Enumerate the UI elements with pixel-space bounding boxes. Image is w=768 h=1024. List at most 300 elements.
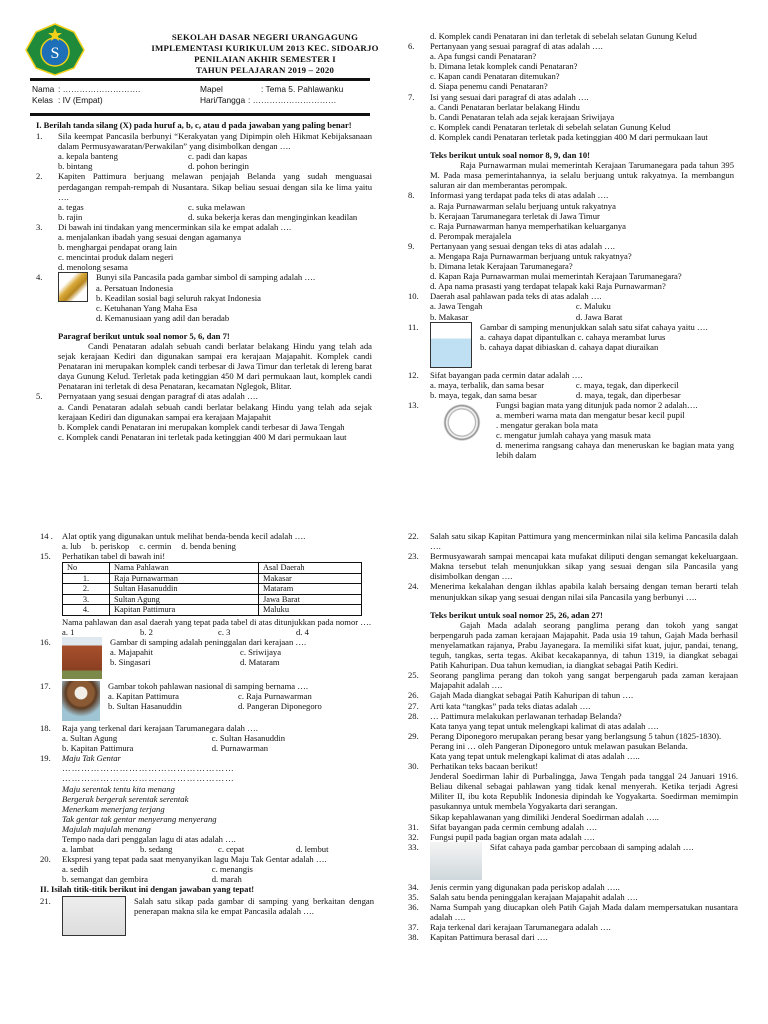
answer-options xyxy=(110,647,374,667)
answer-option[interactable]: b. Kerajaan Tarumanegara terletak di Jawa Timur xyxy=(430,210,600,221)
answer-option[interactable]: c. suka melawan xyxy=(188,201,246,212)
answer-option[interactable]: c. menangis xyxy=(211,864,253,875)
answer-option[interactable]: c. Raja Purnawarman xyxy=(238,691,312,702)
question-body xyxy=(62,723,374,753)
table-row xyxy=(63,584,362,595)
classroom-image xyxy=(62,896,126,936)
question-number: 18. xyxy=(40,722,51,733)
heroes-table xyxy=(62,562,362,616)
answer-options xyxy=(430,201,734,241)
question-body xyxy=(430,370,734,400)
mapel-label: Mapel xyxy=(200,84,223,94)
divider xyxy=(30,113,370,116)
question-body xyxy=(430,690,738,700)
question-text: Fungsi pupil pada bagian organ mata adalah …. xyxy=(430,831,595,842)
answer-option[interactable]: d. menolong sesama xyxy=(58,262,128,273)
question-number: 27. xyxy=(408,700,419,711)
question-number: 38. xyxy=(408,932,419,943)
question-text: Gambar di samping adalah peninggalan dari kerajaan …. xyxy=(110,636,307,647)
answer-option[interactable]: c. cermin xyxy=(139,541,172,552)
question-number: 29. xyxy=(408,730,419,741)
answer-option[interactable]: d. benda bening xyxy=(181,541,236,552)
answer-option[interactable]: a. Apa fungsi candi Penataran? xyxy=(430,51,537,62)
question-19 xyxy=(40,753,374,854)
question-body xyxy=(430,322,734,370)
answer-option[interactable]: d. maya, tegak, dan diperbesar xyxy=(575,389,681,400)
answer-option[interactable]: b. semangat dan gembira xyxy=(62,874,148,885)
table-cell: Mataram xyxy=(259,584,362,595)
table-cell: Jawa Barat xyxy=(259,594,362,605)
question-number: 17. xyxy=(40,680,51,691)
table-cell: 2. xyxy=(63,584,110,595)
question-37 xyxy=(408,922,738,932)
question-body xyxy=(58,171,372,221)
answer-option[interactable]: a. maya, terbalik, dan sama besar xyxy=(430,379,545,390)
answer-option[interactable]: c. mencintai produk dalam negeri xyxy=(58,252,174,263)
answer-option[interactable]: d. lembut xyxy=(296,844,329,855)
answer-option[interactable]: c. Kapan candi Penataran ditemukan? xyxy=(430,71,560,82)
question-24 xyxy=(408,581,738,601)
answer-option[interactable]: a. Sultan Agung xyxy=(62,733,118,744)
reading-passage xyxy=(430,150,734,190)
question-text: Raja yang terkenal dari kerajaan Tarumanegara dalah …. xyxy=(62,722,258,733)
answer-options xyxy=(96,283,372,323)
question-body xyxy=(62,753,374,854)
answer-option[interactable]: d. marah xyxy=(211,874,242,885)
answer-option[interactable]: b. cahaya dapat dibiaskan d. cahaya dapat diuraikan xyxy=(480,341,659,352)
question-text: Perhatikan teks bacaan berikut! xyxy=(430,761,539,772)
table-row xyxy=(63,594,362,605)
question-body xyxy=(62,854,374,884)
answer-option[interactable]: a. lub xyxy=(62,541,82,552)
answer-option[interactable]: c. Ketuhanan Yang Maha Esa xyxy=(96,302,198,313)
answer-options xyxy=(480,332,734,352)
question-number: 28. xyxy=(408,710,419,721)
question-body xyxy=(62,637,374,681)
table-cell: Raja Purnawarman xyxy=(110,573,259,584)
question-text: Informasi yang terdapat pada teks di atas adalah …. xyxy=(430,190,609,201)
question-body xyxy=(430,551,738,581)
answer-option[interactable]: b. Candi Penataran telah ada sejak kerajaan Sriwijaya xyxy=(430,111,615,122)
answer-option[interactable]: b. Dimana letak komplek candi Penataran? xyxy=(430,61,578,72)
answer-option[interactable]: d. Siapa penemu candi Penataran? xyxy=(430,81,548,92)
question-text: Daerah asal pahlawan pada teks di atas adalah …. xyxy=(430,291,602,302)
question-text: Pernyataan yang sesuai dengan paragraf di atas adalah …. xyxy=(58,391,258,402)
passage-title: Teks berikut untuk soal nomor 25, 26, adan 27! xyxy=(430,609,603,620)
answer-options xyxy=(58,402,372,442)
question-text: Salah satu benda peninggalan kerajaan Majapahit adalah …. xyxy=(430,891,638,902)
answer-option[interactable]: a. Majapahit xyxy=(110,647,153,658)
answer-option[interactable]: a. Candi Penataran berlatar belakang Hindu xyxy=(430,101,580,112)
question-22 xyxy=(408,531,738,551)
question-number: 36. xyxy=(408,902,419,912)
answer-option[interactable]: Kata tanya yang tepat untuk melengkapi kalimat di atas adalah …. xyxy=(430,720,659,731)
question-38 xyxy=(408,932,738,942)
rice-symbol-image xyxy=(58,272,88,302)
answer-option[interactable]: Kata yang tepat untuk melengkapi kalimat di atas adalah ….. xyxy=(430,750,640,761)
answer-option[interactable]: d. Mataram xyxy=(240,657,280,668)
passage-title: Paragraf berikut untuk soal nomor 5, 6, dan 7! xyxy=(58,330,230,341)
question-26 xyxy=(408,690,738,700)
question-text: Gambar tokoh pahlawan nasional di samping bernama …. xyxy=(108,680,308,691)
table-cell: Kapitan Pattimura xyxy=(110,605,259,616)
answer-option[interactable]: Sikap kepahlawanan yang dimiliki Jenderal Soedirman adalah ….. xyxy=(430,811,659,822)
question-text: Bunyi sila Pancasila pada gambar simbol di samping adalah …. xyxy=(96,272,316,283)
question-text: Fungsi bagian mata yang ditunjuk pada nomor 2 adalah…. xyxy=(496,399,698,410)
answer-option[interactable]: d. Pangeran Diponegoro xyxy=(238,701,322,712)
question-text: Sifat bayangan pada cermin cembung adalah …. xyxy=(430,821,597,832)
question-prompt: Tempo nada dari penggalan lagu di atas adalah …. xyxy=(62,834,236,844)
answer-options xyxy=(496,410,734,460)
answer-option[interactable]: a. Persatuan Indonesia xyxy=(96,282,174,293)
answer-option[interactable]: a. cahaya dapat dipantulkan c. cahaya merambat lurus xyxy=(480,331,666,342)
answer-option[interactable]: b. Komplek candi Penataran ini merupakan komplek candi terbesar di Jawa Tengah xyxy=(58,421,345,432)
light-experiment-image xyxy=(430,842,482,880)
question-number: 2. xyxy=(36,171,43,182)
answer-option[interactable]: d. Kemanusiaan yang adil dan beradab xyxy=(96,312,230,323)
blank-line[interactable]: ……………………………………………… xyxy=(62,763,235,774)
question-number: 4. xyxy=(36,272,43,283)
passage-text: Raja Purnawarman mulai memerintah Kerajaan Tarumanegara pada tahun 395 M. Pada masa pemerintahannya, ia selalu berjuang untuk rakyatnya. Ia membangun saluran air dan memberantas perompak. xyxy=(430,160,734,191)
answer-option[interactable]: d. Kapan Raja Purnawarman mulai memerintah Kerajaan Tarumanegara? xyxy=(430,271,682,282)
question-13 xyxy=(408,400,734,461)
question-25 xyxy=(408,670,738,690)
answer-option[interactable]: b. menghargai pendapat orang lain xyxy=(58,242,177,253)
answer-option[interactable]: d. Perompak merajalela xyxy=(430,230,512,241)
question-number: 23. xyxy=(408,551,419,562)
question-number: 37. xyxy=(408,922,419,933)
answer-option[interactable]: a. menjalankan ibadah yang sesuai dengan agamanya xyxy=(58,232,242,243)
answer-option[interactable]: b. maya, tegak, dan sama besar xyxy=(430,389,537,400)
answer-option[interactable]: . mengatur gerakan bola mata xyxy=(496,420,598,431)
question-18 xyxy=(40,723,374,753)
table-cell: 3. xyxy=(63,594,110,605)
section-title: II. Isilah titik-titik berikut ini dengan jawaban yang tepat! xyxy=(40,884,255,895)
question-body xyxy=(430,842,738,882)
answer-option[interactable]: d. Jawa Barat xyxy=(575,311,623,322)
answer-option[interactable]: b. Dimana letak Kerajaan Tarumanegara? xyxy=(430,261,573,272)
question-body xyxy=(58,272,372,322)
question-body xyxy=(58,131,372,171)
answer-options xyxy=(62,733,374,753)
curriculum: IMPLEMENTASI KURIKULUM 2013 KEC. SIDOARJO xyxy=(151,43,379,53)
school-logo xyxy=(24,22,86,76)
answer-option[interactable]: d. pohon beringin xyxy=(188,161,249,172)
answer-option[interactable]: b. periskop xyxy=(91,541,130,552)
question-5 xyxy=(36,391,372,441)
question-body xyxy=(430,92,734,132)
school-name: SEKOLAH DASAR NEGERI URANGAGUNG xyxy=(171,32,359,42)
answer-option[interactable]: d. 4 xyxy=(296,626,309,637)
table-cell: Makasar xyxy=(259,573,362,584)
question-text: Jenis cermin yang digunakan pada periskop adalah ….. xyxy=(430,881,620,892)
question-text: Salah satu sikap pada gambar di samping yang berkaitan dengan penerapan makna sila ke empat Pancasila adalah …. xyxy=(134,895,374,916)
column-bottom-left xyxy=(40,531,374,938)
lyric-line: Majulah majulah menang xyxy=(62,823,151,834)
passage-title: Teks berikut untuk soal nomor 8, 9, dan 10! xyxy=(430,150,590,161)
question-number: 15. xyxy=(40,551,51,562)
answer-options xyxy=(58,151,372,171)
answer-option[interactable]: b. Singasari xyxy=(110,657,151,668)
eye-diagram-image xyxy=(430,400,488,450)
answer-options xyxy=(62,844,374,854)
answer-option[interactable]: b. 2 xyxy=(140,626,153,637)
answer-option[interactable]: a. sedih xyxy=(62,864,89,875)
question-number: 35. xyxy=(408,891,419,902)
answer-options xyxy=(430,771,738,821)
question-body xyxy=(430,400,734,461)
question-1 xyxy=(36,131,372,171)
question-17 xyxy=(40,681,374,723)
question-text: Alat optik yang digunakan untuk melihat benda-benda kecil adalah …. xyxy=(62,531,306,541)
question-body xyxy=(58,222,372,272)
answer-options xyxy=(430,721,738,731)
question-number: 6. xyxy=(408,41,415,52)
table-cell: Maluku xyxy=(259,605,362,616)
question-34 xyxy=(408,882,738,892)
table-row xyxy=(63,605,362,616)
table-cell: 4. xyxy=(63,605,110,616)
kelas-label: Kelas xyxy=(32,95,53,105)
answer-options xyxy=(430,251,734,291)
question-10 xyxy=(408,291,734,321)
answer-options xyxy=(58,202,372,222)
answer-option[interactable]: b. Makasar xyxy=(430,311,469,322)
answer-option[interactable]: c. Komplek candi Penataran ini terletak pada ketinggian 400 M dari permukaan laut xyxy=(58,431,347,442)
question-12 xyxy=(408,370,734,400)
question-text: Sifat bayangan pada cermin datar adalah …. xyxy=(430,369,583,380)
hero-portrait-image xyxy=(62,681,100,721)
school-header xyxy=(90,32,440,76)
answer-option[interactable]: a. kepala banteng xyxy=(58,151,118,162)
question-number: 24. xyxy=(408,581,419,592)
question-body xyxy=(430,761,738,822)
question-body xyxy=(430,581,738,601)
passage-text: Gajah Mada adalah seorang panglima perang dan tokoh yang sangat berpengaruh pada zaman kerajaan Majapahit. Pada usia 19 tahun, Gajah Mada berhasil menyelamatkan rajanya, Prabu Jayanegara. Ia memiliki sifat kuat, jujur, pandai, tenang, teguh, tangkas, serta tegas. Akibat kecakapannya, di tahun 1319, ia diangkat sebagai Patih Kahuripan. Dua tahun kemudian, ia diangkat sebagai Patih Kediri. xyxy=(430,619,738,671)
answer-option[interactable]: b. Sultan Hasanuddin xyxy=(108,701,182,712)
kelas-value: : IV (Empat) xyxy=(58,95,103,105)
question-text: Arti kata “tangkas” pada teks diatas adalah …. xyxy=(430,700,591,711)
school-year: TAHUN PELAJARAN 2019 – 2020 xyxy=(195,65,335,75)
question-body xyxy=(62,896,374,938)
question-11 xyxy=(408,322,734,370)
question-body xyxy=(430,531,738,551)
question-number: 5. xyxy=(36,391,43,402)
question-body xyxy=(430,932,738,942)
question-text: Gambar di samping menunjukkan salah satu sifat cahaya yaitu …. xyxy=(480,321,708,332)
column-top-right xyxy=(408,31,734,460)
question-body xyxy=(430,922,738,932)
question-number: 20. xyxy=(40,854,51,865)
question-text: Salah satu sikap Kapitan Pattimura yang mencerminkan nilai sila kelima Pancasila dalah …. xyxy=(430,531,738,552)
answer-option[interactable]: Jenderal Soedirman lahir di Purbalingga, Jawa Tengah pada tanggal 24 Januari 1916. Beliau dikenal sebagai pahlawan yang tidak kenal menyerah. Ketika terjadi Agresi Militer II, ibu kota Republik Indonesia dipindah ke Yogyakarta. Soedirman memimpin pasukannya untuk membela Yogyakarta dari serangan. xyxy=(430,771,738,812)
answer-option[interactable]: b. sedang xyxy=(140,844,173,855)
question-text: Ekspresi yang tepat pada saat menyanyikan lagu Maju Tak Gentar adalah …. xyxy=(62,854,327,865)
question-8 xyxy=(408,190,734,240)
answer-option[interactable]: d. suka bekerja keras dan menginginkan keadilan xyxy=(188,211,358,222)
question-15 xyxy=(40,551,374,637)
answer-options xyxy=(430,380,734,400)
answer-options xyxy=(430,301,734,321)
answer-option[interactable]: c. mengatur jumlah cahaya yang masuk mata xyxy=(496,430,651,441)
answer-option[interactable]: c. Komplek candi Penataran terletak di sebelah selatan Gunung Kelud xyxy=(430,121,671,132)
question-text: Perhatikan tabel di bawah ini! xyxy=(62,551,166,562)
answer-options xyxy=(108,691,374,711)
question-body xyxy=(430,892,738,902)
question-23 xyxy=(408,551,738,581)
answer-option[interactable]: c. Maluku xyxy=(575,301,611,312)
question-text: Bermusyawarah sampai mencapai kata mufakat diliputi dengan semangat kekeluargaan. Makna tersebut telah menunjukkan sikap yang sesuai dengan sila Pancasila yang disimbolkan dengan …. xyxy=(430,551,738,582)
temple-image xyxy=(62,637,102,679)
answer-options xyxy=(430,102,734,132)
question-body xyxy=(430,291,734,321)
question-text: Seorang panglima perang dan tokoh yang sangat berpengaruh pada zaman kerajaan Majapahit adalah …. xyxy=(430,670,738,691)
question-number: 1. xyxy=(36,131,43,142)
answer-option[interactable]: a. lambat xyxy=(62,844,94,855)
table-header-row xyxy=(63,563,362,574)
question-number: 19. xyxy=(40,753,51,764)
answer-options xyxy=(430,51,734,91)
section-title: I. Berilah tanda silang (X) pada huruf a, b, c, atau d pada jawaban yang paling benar! xyxy=(36,120,352,130)
answer-option[interactable]: a. Kapitan Pattimura xyxy=(108,691,179,702)
answer-option[interactable]: a. Jawa Tengah xyxy=(430,301,483,312)
lyric-line: Menerkam menerjang terjang xyxy=(62,803,165,814)
question-2 xyxy=(36,171,372,221)
question-text: Sila keempat Pancasila berbunyi “Kerakyatan yang Dipimpin oleh Hikmat Kebijaksanaan dalam Permusyawaratan/Perwakilan” yang disimbolkan dengan …. xyxy=(58,131,372,152)
blank-line[interactable]: ……………………………………………… xyxy=(62,773,235,784)
answer-option[interactable]: a. memberi warna mata dan mengatur besar kecil pupil xyxy=(496,410,685,420)
question-text: Perang Diponegoro merupakan perang besar yang berlangsung 5 tahun (1825-1830). xyxy=(430,730,722,741)
lyric-line: Bergerak bergerak serentak serentak xyxy=(62,793,189,804)
question-number: 21. xyxy=(40,895,51,906)
answer-option[interactable]: c. Raja Purnawarman hanya memperhatikan keluarganya xyxy=(430,220,626,231)
answer-option[interactable]: c. 3 xyxy=(218,626,231,637)
question-number: 34. xyxy=(408,881,419,892)
question-29 xyxy=(408,731,738,761)
question-body xyxy=(430,731,738,761)
question-text: … Pattimura melakukan perlawanan terhadap Belanda? xyxy=(430,710,622,721)
question-text: Kapitan Pattimura berasal dari …. xyxy=(430,932,548,943)
question-number: 33. xyxy=(408,841,419,852)
question-number: 26. xyxy=(408,690,419,701)
question-7 xyxy=(408,92,734,132)
answer-options xyxy=(62,627,374,637)
answer-option[interactable]: a. Mengapa Raja Purnawarman berjuang untuk rakyatnya? xyxy=(430,250,632,261)
answer-option[interactable]: c. maya, tegak, dan diperkecil xyxy=(575,379,679,390)
question-body xyxy=(62,681,374,723)
question-9 xyxy=(408,241,734,291)
question-number: 8. xyxy=(408,190,415,201)
table-cell: Sultan Agung xyxy=(110,594,259,605)
question-6 xyxy=(408,41,734,91)
question-number: 32. xyxy=(408,831,419,842)
question-number: 22. xyxy=(408,531,419,541)
hari-field[interactable]: : ………………………… xyxy=(248,95,337,105)
question-body xyxy=(430,902,738,922)
question-number: 16. xyxy=(40,636,51,647)
nama-field[interactable]: : ………………………. xyxy=(58,84,141,94)
answer-option[interactable]: c. Sriwijaya xyxy=(240,647,282,658)
question-prompt: Nama pahlawan dan asal daerah yang tepat pada tabel di atas ditunjukkan pada nomor …. xyxy=(62,616,372,627)
question-body xyxy=(62,551,374,637)
answer-option[interactable]: b. rajin xyxy=(58,211,83,222)
answer-option[interactable]: d. Komplek candi Penataran ini dan terletak di sebelah selatan Gunung Kelud xyxy=(430,31,697,41)
question-text: Raja terkenal dari kerajaan Tarumanegara adalah …. xyxy=(430,922,611,933)
question-35 xyxy=(408,892,738,902)
answer-option[interactable]: d. Purnawarman xyxy=(211,743,269,754)
answer-option[interactable]: a. tegas xyxy=(58,201,84,212)
song-title: Maju Tak Gentar xyxy=(62,753,121,764)
answer-option[interactable]: c. Sultan Hasanuddin xyxy=(211,733,286,744)
answer-option[interactable]: Perang ini … oleh Pangeran Diponegoro untuk melawan pasukan Belanda. xyxy=(430,740,688,751)
column-header: Nama Pahlawan xyxy=(110,563,259,574)
passage-text: Candi Penataran adalah sebuah candi berlatar belakang Hindu yang telah ada sejak kerajaan Kediri dan digunakan sampai era kerajaan Majapahit. Komplek candi Penataran ini merupakan komplek candi terbesar di Jawa Timur dan terletak di lereng barat daya Gunung Kelud. Terletak pada ketinggian 450 M dari permukaan laut, komplek candi Penataran ini terletak di desa Penataran, kecamatan Nglegok, Blitar. xyxy=(58,340,372,392)
question-16 xyxy=(40,637,374,681)
answer-option[interactable]: b. Kapitan Pattimura xyxy=(62,743,134,754)
question-28 xyxy=(408,711,738,731)
reading-passage xyxy=(430,610,738,671)
exam-title: PENILAIAN AKHIR SEMESTER I xyxy=(194,54,336,64)
reading-passage xyxy=(58,331,372,392)
column-top-left xyxy=(36,120,372,442)
question-body xyxy=(430,822,738,832)
answer-option[interactable]: d. Komplek candi Penataran terletak pada ketinggian 400 M dari permukaan laut xyxy=(430,131,708,142)
question-body xyxy=(430,882,738,892)
question-text: Gajah Mada diangkat sebagai Patih Kahuripan di tahun …. xyxy=(430,690,634,701)
answer-option[interactable]: a. Candi Penataran adalah sebuah candi berlatar belakang Hindu yang telah ada sejak kerajaan Kediri dan digunakan sampai era kerajaan Majapahit xyxy=(58,401,372,422)
svg-text:S: S xyxy=(50,45,60,62)
question-30 xyxy=(408,761,738,822)
question-text: Kapiten Pattimura berjuang melawan penjajah Belanda yang sudah menguasai perdagangan rempah-rempah di Nusantara. Sikap beliau sesuai dengan sila ke lima yaitu …. xyxy=(58,171,372,202)
question-number: 7. xyxy=(408,91,415,102)
question-20 xyxy=(40,854,374,884)
answer-option[interactable]: a. 1 xyxy=(62,626,75,637)
column-header: No xyxy=(63,563,110,574)
question-number: 9. xyxy=(408,240,415,251)
answer-options xyxy=(62,541,374,551)
answer-options xyxy=(62,864,374,884)
answer-options xyxy=(430,741,738,761)
question-number: 10. xyxy=(408,291,419,302)
question-text: Nama Sumpah yang diucapkan oleh Patih Gajah Mada dalam mempersatukan nusantara adalah …. xyxy=(430,902,738,923)
column-header: Asal Daerah xyxy=(259,563,362,574)
question-body xyxy=(58,391,372,441)
question-32 xyxy=(408,832,738,842)
question-number: 14 . xyxy=(40,531,53,541)
question-text: Isi yang sesuai dari paragraf di atas adalah …. xyxy=(430,91,589,102)
table-cell: 1. xyxy=(63,573,110,584)
answer-option[interactable]: c. padi dan kapas xyxy=(188,151,248,162)
answer-option[interactable]: b. Keadilan sosial bagi seluruh rakyat Indonesia xyxy=(96,292,261,303)
question-body xyxy=(430,670,738,690)
question-number: 31. xyxy=(408,821,419,832)
question-body xyxy=(430,190,734,240)
answer-option[interactable]: d. Apa nama prasasti yang terdapat telapak kaki Raja Purnawarman? xyxy=(430,281,666,292)
lyric-line: Tak gentar tak gentar menyerang menyerang xyxy=(62,813,217,824)
question-body xyxy=(430,701,738,711)
question-body xyxy=(430,711,738,731)
question-text: Di bawah ini tindakan yang mencerminkan sila ke empat adalah …. xyxy=(58,221,292,232)
question-number: 12. xyxy=(408,369,419,380)
question-31 xyxy=(408,822,738,832)
student-info xyxy=(32,84,343,106)
hari-label: Hari/Tangga xyxy=(200,95,246,105)
answer-option[interactable]: b. bintang xyxy=(58,161,93,172)
answer-option[interactable]: d. menerima rangsang cahaya dan meneruskan ke bagian mata yang lebih dalam xyxy=(496,440,734,461)
answer-option[interactable]: c. cepat xyxy=(218,844,245,855)
question-text: Sifat cahaya pada gambar percobaan di samping adalah …. xyxy=(490,841,694,852)
answer-option[interactable]: a. Raja Purnawarman selalu berjuang untuk rakyatnya xyxy=(430,200,616,211)
